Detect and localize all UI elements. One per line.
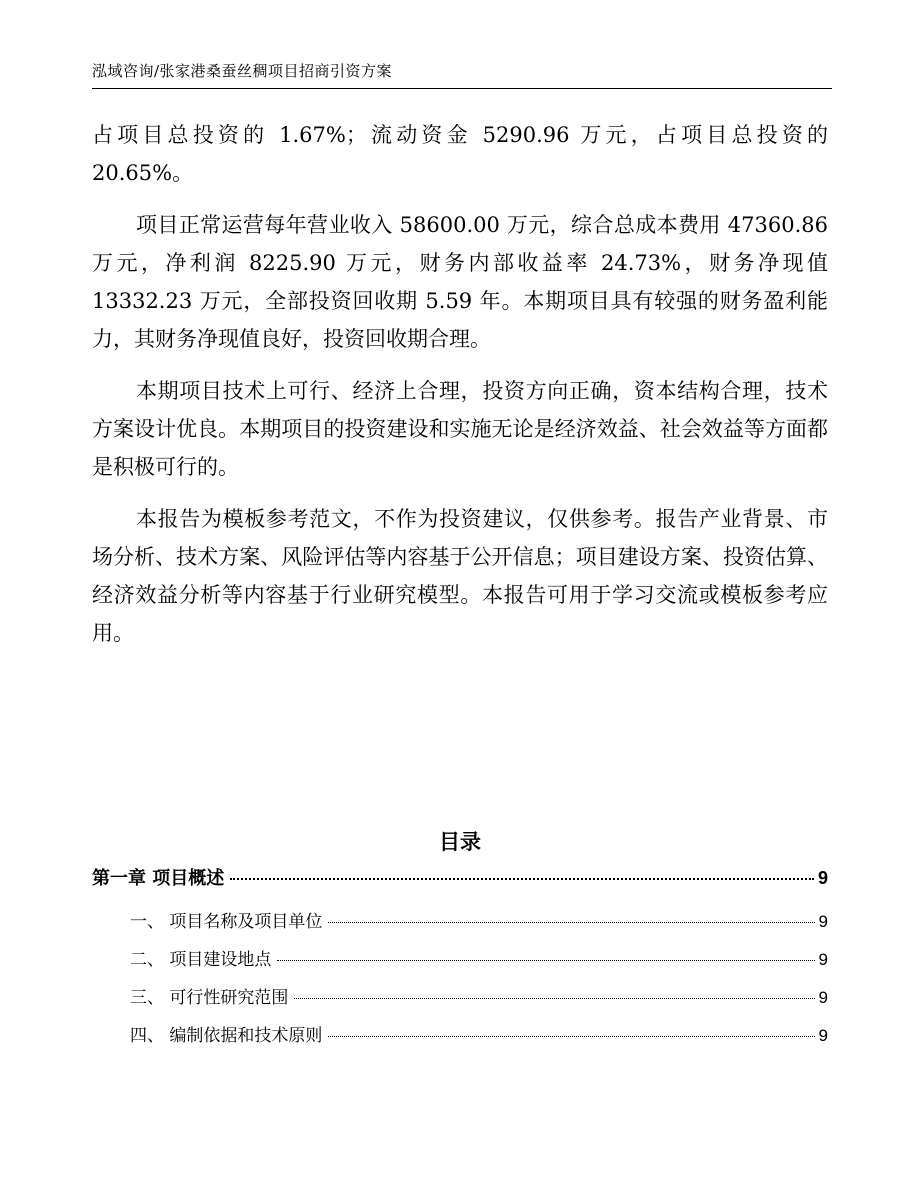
paragraph-financials: 项目正常运营每年营业收入 58600.00 万元，综合总成本费用 47360.86 万元，净利润 8225.90 万元，财务内部收益率 24.73%，财务净现值 13332.23 万元，全部投资回收期 5.59 年。本期项目具有较强的财务盈利能力，其财务净现值良好，投资回收期合理。 (92, 213, 828, 351)
toc-leader-dots (294, 998, 814, 999)
toc-entry-label: 二、 项目建设地点 (130, 950, 272, 970)
toc-entry-section-4[interactable] (92, 1024, 828, 1062)
toc-leader-dots (328, 922, 814, 923)
toc-leader-dots (277, 960, 814, 961)
toc-entry-page: 9 (818, 950, 828, 969)
toc-title: 目录 (439, 830, 481, 854)
body-text (92, 116, 828, 666)
toc-entry-label: 四、 编制依据和技术原则 (130, 1026, 323, 1046)
toc-entry-section-1[interactable] (92, 910, 828, 948)
toc-entry-section-2[interactable] (92, 948, 828, 986)
table-of-contents (92, 866, 828, 1062)
toc-entry-chapter-1[interactable] (92, 866, 828, 910)
page-header: 泓域咨询/张家港桑蚕丝稠项目招商引资方案 (92, 60, 832, 89)
toc-leader-dots (230, 878, 814, 880)
toc-entry-page: 9 (818, 1026, 828, 1045)
toc-entry-page: 9 (817, 868, 828, 888)
paragraph-disclaimer: 本报告为模板参考范文，不作为投资建议，仅供参考。报告产业背景、市场分析、技术方案、风险评估等内容基于公开信息；项目建设方案、投资估算、经济效益分析等内容基于行业研究模型。本报告可用于学习交流或模板参考应用。 (92, 507, 828, 645)
toc-entry-label: 一、 项目名称及项目单位 (130, 912, 323, 932)
toc-entry-label: 第一章 项目概述 (92, 868, 225, 889)
toc-entry-label: 三、 可行性研究范围 (130, 988, 289, 1008)
toc-entry-page: 9 (818, 912, 828, 931)
paragraph-feasibility: 本期项目技术上可行、经济上合理，投资方向正确，资本结构合理，技术方案设计优良。本期项目的投资建设和实施无论是经济效益、社会效益等方面都是积极可行的。 (92, 379, 828, 479)
toc-entry-page: 9 (818, 988, 828, 1007)
toc-entry-section-3[interactable] (92, 986, 828, 1024)
paragraph-investment-continued: 占项目总投资的 1.67%；流动资金 5290.96 万元，占项目总投资的 20.65%。 (92, 123, 828, 185)
toc-leader-dots (328, 1036, 814, 1037)
